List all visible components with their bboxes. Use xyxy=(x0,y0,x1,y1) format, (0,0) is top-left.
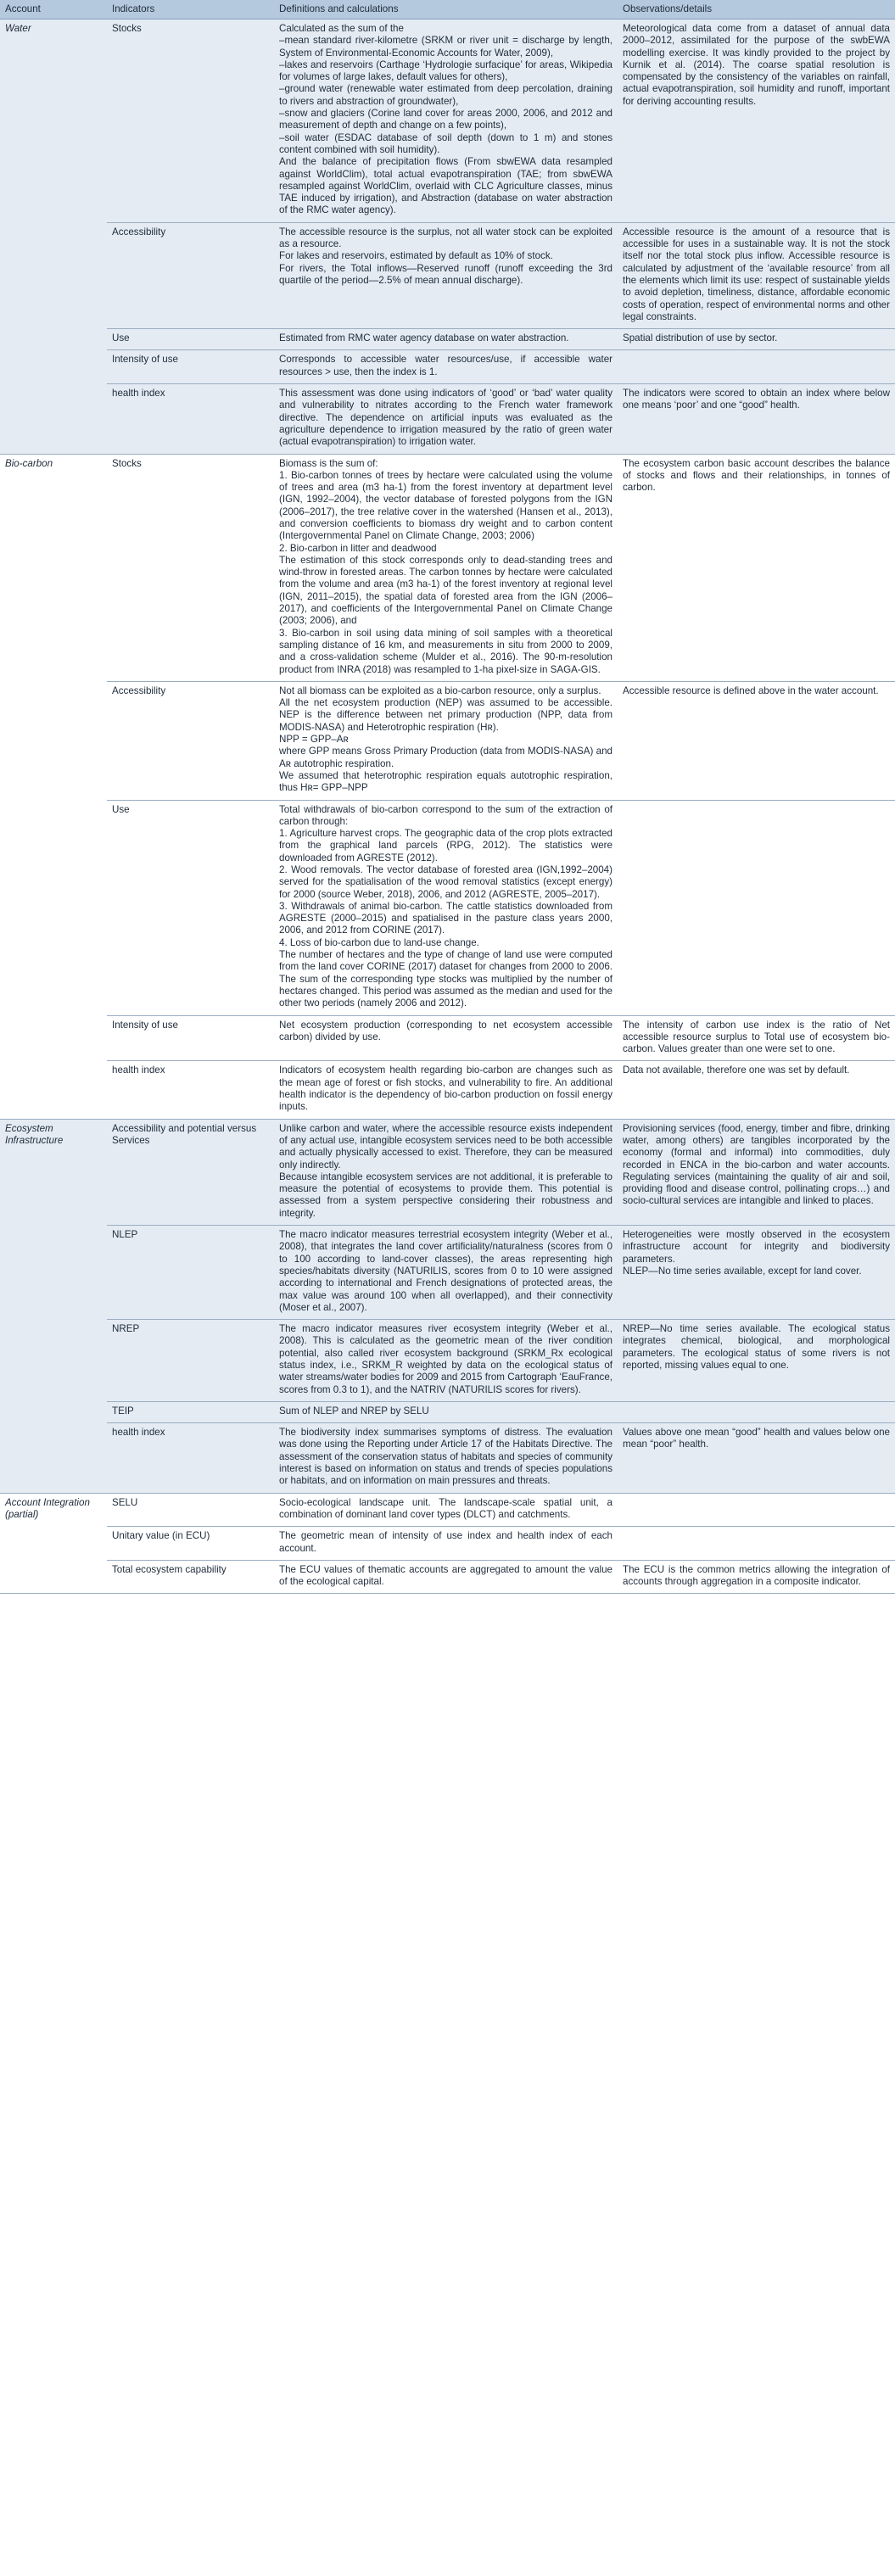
table-row xyxy=(0,350,895,384)
observation-cell: Provisioning services (food, energy, timber and fibre, drinking water, among others) are tangibles incorporated by the economy (formal and informal) into commodities, duly recorded in ENCA in the bio-carbon and water accounts. Regulating services (maintaining the quality of air and soil, providing flood and disease control, pollinating crops…) and socio-cultural services are intangible and linked to places. xyxy=(618,1119,895,1225)
observation-line: Heterogeneities were mostly observed in the ecosystem infrastructure account for integrity and biodiversity parameters. xyxy=(623,1229,890,1265)
definition-line: And the balance of precipitation flows (From sbwEWA data resampled against WorldClim), total actual evapotranspiration (TAE; from sbwEWA resampled against WorldClim, overlaid with CLC Agriculture classes, minus TAE induced by irrigation), and Abstraction (database on water abstraction of the RMC water agency). xyxy=(279,156,613,216)
observation-cell xyxy=(618,1527,895,1561)
definition-line: The number of hectares and the type of change of land use were computed from the land cover CORINE (2017) dataset for changes from 2000 to 2006. The sum of the corresponding type stocks was multiplied by the number of hectares changed. This period was assumed as the median and used for the other two periods (namely 2006 and 2012). xyxy=(279,949,613,1009)
indicator-cell: Stocks xyxy=(107,20,274,223)
definition-cell: This assessment was done using indicators of ‘good’ or ‘bad’ water quality and vulnerability to nitrates according to the French water framework directive. The dependence on artificial inputs was evaluated as the agriculture dependence to irrigation measured by the ratio of green water (actual evapotranspiration) to irrigation water. xyxy=(274,384,618,454)
observation-line: NLEP—No time series available, except for land cover. xyxy=(623,1265,862,1277)
definition-line: Total withdrawals of bio-carbon correspond to the sum of the extraction of carbon through: xyxy=(279,803,613,827)
table-row xyxy=(0,454,895,681)
definition-line: Calculated as the sum of the xyxy=(279,23,404,34)
table-row xyxy=(0,1493,895,1527)
definition-cell: The geometric mean of intensity of use index and health index of each account. xyxy=(274,1527,618,1561)
observation-cell: The ECU is the common metrics allowing the integration of accounts through aggregation in a composite indicator. xyxy=(618,1560,895,1594)
header-indicators: Indicators xyxy=(107,0,274,20)
indicator-cell: Accessibility xyxy=(107,681,274,800)
observation-cell: NREP—No time series available. The ecological status integrates chemical, biological, and morphological parameters. The ecological status of some rivers is not reported, missing values equal to one. xyxy=(618,1320,895,1402)
observation-cell: Accessible resource is defined above in the water account. xyxy=(618,681,895,800)
definition-line: NPP = GPP–Aʀ xyxy=(279,734,349,746)
definition-line: where GPP means Gross Primary Production (data from MODIS-NASA) and Aʀ autotrophic respiration. xyxy=(279,746,613,769)
indicator-cell: Total ecosystem capability xyxy=(107,1560,274,1594)
definition-line: For rivers, the Total inflows—Reserved runoff (runoff exceeding the 3rd quartile of the period—2.5% of mean annual discharge). xyxy=(279,262,613,286)
observation-cell: The ecosystem carbon basic account describes the balance of stocks and flows and their relationships, in tonnes of carbon. xyxy=(618,454,895,681)
indicator-cell: Use xyxy=(107,800,274,1015)
indicator-cell: NLEP xyxy=(107,1226,274,1320)
observation-cell: Meteorological data come from a dataset of annual data 2000–2012, assimilated for the purpose of the swbEWA modelling exercise. It was kindly provided to the project by Kurnik et al. (2014). The coarse spatial resolution is compensated by the consistency of the variables on rainfall, actual evapotranspiration, soil humidity and runoff, important for deriving accounting results. xyxy=(618,20,895,223)
definition-line: –snow and glaciers (Corine land cover for areas 2000, 2006, and 2012 and measurement of depth and change on a few points), xyxy=(279,108,613,131)
definition-cell xyxy=(274,800,618,1015)
observation-cell xyxy=(618,1226,895,1320)
definition-line: 3. Withdrawals of animal bio-carbon. The cattle statistics downloaded from AGRESTE (2000–2015) and spatialised in the pasture class years 2000, 2006, and 2012 from CORINE (2017). xyxy=(279,900,613,936)
table-row xyxy=(0,1423,895,1493)
table-row xyxy=(0,222,895,328)
table-row xyxy=(0,329,895,350)
indicator-cell: Use xyxy=(107,329,274,350)
indicator-cell: Intensity of use xyxy=(107,1015,274,1061)
indicator-cell: Unitary value (in ECU) xyxy=(107,1527,274,1561)
table-row xyxy=(0,1119,895,1225)
observation-cell: The intensity of carbon use index is the ratio of Net accessible resource surplus to Total use of ecosystem bio-carbon. Values greater than one were set to one. xyxy=(618,1015,895,1061)
definition-line: –ground water (renewable water estimated from deep percolation, draining to rivers and abstraction of groundwater), xyxy=(279,83,613,107)
definition-cell: The macro indicator measures river ecosystem integrity (Weber et al., 2008). This is calculated as the geometric mean of the river condition potential, also called river ecosystem background (SRKM_Rx ecological status index, i.e., SRKM_R weighted by data on the ecological status of water streams/water bodies for 2009 and 2015 from Cartograph ‘EauFrance, scores from 0.3 to 1), and the NATRIV (NATURILIS scores for rivers). xyxy=(274,1320,618,1402)
definition-line: The estimation of this stock corresponds only to dead-standing trees and wind-throw in forested areas. The carbon tonnes by hectare were calculated from the volume and area (m3 ha-1) of the forest inventory at regional level (IGN, 2011–2015), the spatial data of forested area from the IGN (2006–2017), and coefficients of the Intergovernmental Panel on Climate Change (2003; 2006), and xyxy=(279,554,613,627)
definition-cell: The macro indicator measures terrestrial ecosystem integrity (Weber et al., 2008), that integrates the land cover artificiality/naturalness (scores from 0 to 100 according to land-cover classes), the areas representing high species/habitats diversity (NATURILIS, scores from 0 to 10 were assigned according to international and French designations of protected areas, the max value was around 100 when all overlapped), and their connectivity (Moser et al., 2007). xyxy=(274,1226,618,1320)
definition-cell: Sum of NLEP and NREP by SELU xyxy=(274,1401,618,1422)
indicator-cell: Intensity of use xyxy=(107,350,274,384)
definition-cell: The biodiversity index summarises symptoms of distress. The evaluation was done using the Reporting under Article 17 of the Habitats Directive. The assessment of the conservation status of habitats and species of community interest is based on information on status and trends of species populations or habitats, and on information on main pressures and threats. xyxy=(274,1423,618,1493)
definition-line: We assumed that heterotrophic respiration equals autotrophic respiration, thus Hʀ= GPP–NPP xyxy=(279,769,613,794)
definition-line: 2. Bio-carbon in litter and deadwood xyxy=(279,542,437,554)
header-observations: Observations/details xyxy=(618,0,895,20)
observation-cell: Data not available, therefore one was set by default. xyxy=(618,1061,895,1119)
observation-cell: Accessible resource is the amount of a resource that is accessible for uses in a sustainable way. It is not the stock itself nor the total stock plus inflow. Accessible resource is calculated by adjustment of the ‘available resource’ from all the elements which limit its use: respect of sustainable yields to avoid depletion, timeliness, distance, affordable economic costs of operation, respect of environmental norms and other legal constraints. xyxy=(618,222,895,328)
table-row xyxy=(0,1226,895,1320)
indicator-cell: TEIP xyxy=(107,1401,274,1422)
definition-cell xyxy=(274,681,618,800)
definition-line: For lakes and reservoirs, estimated by default as 10% of stock. xyxy=(279,250,553,262)
definition-line: –lakes and reservoirs (Carthage ‘Hydrologie surfacique’ for areas, Wikipedia for volumes of large lakes, default values for others), xyxy=(279,59,613,83)
definition-cell: Net ecosystem production (corresponding to net ecosystem accessible carbon) divided by use. xyxy=(274,1015,618,1061)
definition-line: 1. Agriculture harvest crops. The geographic data of the crop plots extracted from the graphical land parcels (RPG, 2012). The statistics were downloaded from AGRESTE (2012). xyxy=(279,828,613,863)
observation-cell: Spatial distribution of use by sector. xyxy=(618,329,895,350)
definition-line: 1. Bio-carbon tonnes of trees by hectare were calculated using the volume of trees and area (m3 ha-1) from the forest inventory at department level (IGN, 1992–2004), the vector database of forested polygons from the IGN (2006–2017), the tree relative cover in the watershed (Hansen et al., 2013), and conversion coefficients to biomass dry weight and to carbon content (Intergovernmental Panel on Climate Change, 2003; 2006) xyxy=(279,469,613,542)
definition-cell: The ECU values of thematic accounts are aggregated to amount the value of the ecological capital. xyxy=(274,1560,618,1594)
indicator-cell: Accessibility and potential versus Services xyxy=(107,1119,274,1225)
definition-line: Not all biomass can be exploited as a bio-carbon resource, only a surplus. xyxy=(279,685,601,696)
definition-line: Biomass is the sum of: xyxy=(279,457,378,469)
table-row xyxy=(0,1015,895,1061)
definition-line: 3. Bio-carbon in soil using data mining of soil samples with a theoretical sampling distance of 16 km, and measurements in situ from 2000 to 2009, and a cross-validation scheme (Mulder et al., 2016). The 90-m-resolution product from INRA (2018) was resampled to 1-ha pixel-size in SAGA-GIS. xyxy=(279,627,613,675)
account-water: Water xyxy=(0,20,107,455)
definition-cell: Socio-ecological landscape unit. The landscape-scale spatial unit, a combination of dominant land cover types (DLCT) and catchments. xyxy=(274,1493,618,1527)
definition-line: Because intangible ecosystem services are not additional, it is preferable to measure the potential of ecosystems to provide them. This potential is assessed from a system perspective considering their robustness and integrity. xyxy=(279,1171,613,1219)
account-ecosystem: Ecosystem Infrastructure xyxy=(0,1119,107,1493)
table-row xyxy=(0,800,895,1015)
table-row xyxy=(0,1560,895,1594)
definition-line: 2. Wood removals. The vector database of forested area (IGN,1992–2004) served for the spatialisation of the wood removal statistics (except energy) for 2000 (source Weber, 2018), 2006, and 2012 (AGRESTE, 2005–2017). xyxy=(279,864,613,900)
definition-line: The accessible resource is the surplus, not all water stock can be exploited as a resource. xyxy=(279,226,613,250)
definition-line: 4. Loss of bio-carbon due to land-use change. xyxy=(279,936,479,948)
table-row xyxy=(0,681,895,800)
indicator-cell: NREP xyxy=(107,1320,274,1402)
table-row xyxy=(0,1320,895,1402)
header-definitions: Definitions and calculations xyxy=(274,0,618,20)
definition-cell xyxy=(274,20,618,223)
account-integration: Account Integration (partial) xyxy=(0,1493,107,1594)
observation-cell: The indicators were scored to obtain an index where below one means ‘poor’ and one “good” health. xyxy=(618,384,895,454)
definition-cell xyxy=(274,454,618,681)
account-biocarbon: Bio-carbon xyxy=(0,454,107,1119)
definition-cell: Estimated from RMC water agency database on water abstraction. xyxy=(274,329,618,350)
table-row xyxy=(0,1527,895,1561)
definition-cell xyxy=(274,222,618,328)
indicator-cell: health index xyxy=(107,1061,274,1119)
observation-cell xyxy=(618,1493,895,1527)
table-row xyxy=(0,20,895,223)
table-row xyxy=(0,1401,895,1422)
definition-cell: Indicators of ecosystem health regarding bio-carbon are changes such as the mean age of forest or fish stocks, and vulnerability to fire. An additional health indicator is the dependency of bio-carbon production on fossil energy inputs. xyxy=(274,1061,618,1119)
indicator-cell: Stocks xyxy=(107,454,274,681)
observation-cell xyxy=(618,1401,895,1422)
observation-cell: Values above one mean “good” health and values below one mean “poor” health. xyxy=(618,1423,895,1493)
definition-line: –soil water (ESDAC database of soil depth (down to 1 m) and stones content combined with soil humidity). xyxy=(279,131,613,155)
indicator-cell: health index xyxy=(107,384,274,454)
table-row xyxy=(0,384,895,454)
definition-line: All the net ecosystem production (NEP) was assumed to be accessible. NEP is the difference between net primary production (NPP, data from MODIS-NASA) and Heterotrophic respiration (Hʀ). xyxy=(279,697,613,733)
definition-cell xyxy=(274,1119,618,1225)
definition-cell: Corresponds to accessible water resources/use, if accessible water resources > use, then the index is 1. xyxy=(274,350,618,384)
table-row xyxy=(0,1061,895,1119)
indicator-cell: health index xyxy=(107,1423,274,1493)
table-header-row xyxy=(0,0,895,20)
indicator-cell: SELU xyxy=(107,1493,274,1527)
observation-cell xyxy=(618,350,895,384)
indicator-cell: Accessibility xyxy=(107,222,274,328)
observation-cell xyxy=(618,800,895,1015)
header-account: Account xyxy=(0,0,107,20)
definition-line: Unlike carbon and water, where the accessible resource exists independent of any actual use, intangible ecosystem services need to be both accessible and actually physically accessed to exist. Therefore, they can be measured only indirectly. xyxy=(279,1122,613,1171)
definition-line: –mean standard river-kilometre (SRKM or river unit = discharge by length, System of Environmental-Economic Accounts for Water, 2009), xyxy=(279,35,613,59)
